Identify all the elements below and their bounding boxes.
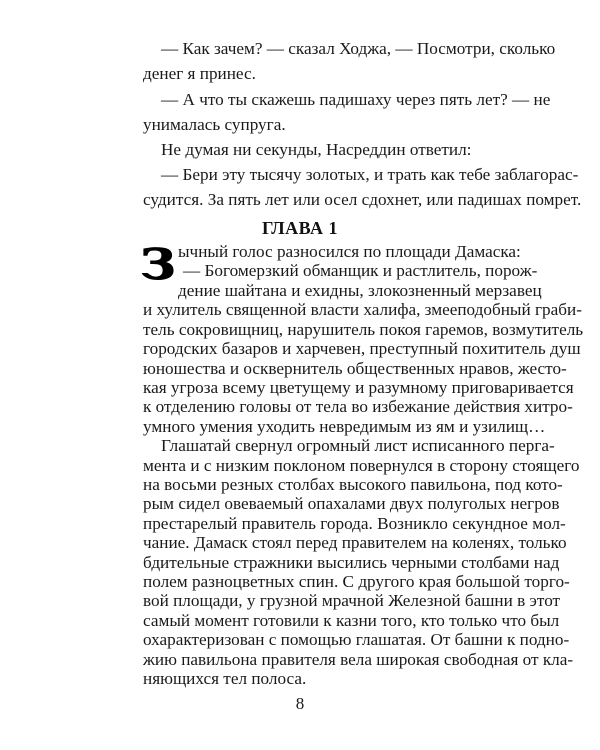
text-line: престарелый правитель города. Возникло секундное мол- xyxy=(143,513,566,533)
text-line: мента и с низким поклоном повернулся в сторону стоящего xyxy=(143,455,580,475)
text-line: тель сокровищниц, нарушитель покоя гаремов, возмутитель xyxy=(143,319,584,339)
text-line: на восьми резных столбах высокого павильона, под кото- xyxy=(143,474,563,494)
text-line: няющихся тел полоса. xyxy=(143,669,307,688)
text-line: бдительные стражники высились черными столбами над xyxy=(143,552,560,572)
text-line: — Как зачем? — сказал Ходжа, — Посмотри, сколько xyxy=(161,39,556,58)
text-line: унималась супруга. xyxy=(143,115,286,134)
page-number: 8 xyxy=(295,694,305,713)
text-line: — Бери эту тысячу золотых, и трать как тебе заблагорас- xyxy=(161,165,579,184)
text-line: рым сидел овеваемый опахалами двух полуголых негров xyxy=(143,494,560,514)
text-line: охарактеризован с помощью глашатая. От башни к подно- xyxy=(143,630,570,650)
text-line: городских базаров и харчевен, преступный похититель душ xyxy=(143,339,581,358)
text-line: — Богомерзкий обманщик и растлитель, порож- xyxy=(183,261,538,281)
dropcap-letter xyxy=(140,239,176,289)
text-line: денег я принес. xyxy=(143,64,256,83)
text-line: самый момент готовили к казни того, кто только что был xyxy=(143,610,560,630)
dropcap-glyph: З xyxy=(140,239,176,289)
text-line: жию павильона правителя вела широкая свободная от кла- xyxy=(143,649,574,669)
text-line: юношества и осквернитель общественных нравов, жесто- xyxy=(143,358,567,378)
text-line: вой площади, у грузной мрачной Железной башни в этот xyxy=(143,591,561,611)
text-line: ычный голос разносился по площади Дамаска: xyxy=(178,242,521,261)
text-line: чание. Дамаск стоял перед правителем на коленях, только xyxy=(143,533,567,553)
text-line: кая угроза всему цветущему и разумному приговаривается xyxy=(143,377,574,397)
text-line: Глашатай свернул огромный лист исписанного перга- xyxy=(161,436,555,456)
text-line: умного умения уходить невредимым из ям и узилищ… xyxy=(143,416,546,436)
text-line: Не думая ни секунды, Насреддин ответил: xyxy=(161,140,472,159)
text-line: дение шайтана и ехидны, злокозненный мерзавец xyxy=(178,280,542,300)
text-line: и хулитель священной власти халифа, змееподобный граби- xyxy=(143,300,582,320)
chapter-heading: ГЛАВА 1 xyxy=(261,218,339,238)
text-line: — А что ты скажешь падишаху через пять лет? — не xyxy=(161,90,551,109)
text-line: полем разноцветных спин. С другого края большой торго- xyxy=(143,572,570,591)
text-line: судится. За пять лет или осел сдохнет, или падишах помрет. xyxy=(143,190,582,209)
text-line: к отделению головы от тела во избежание действия хитро- xyxy=(143,397,573,417)
